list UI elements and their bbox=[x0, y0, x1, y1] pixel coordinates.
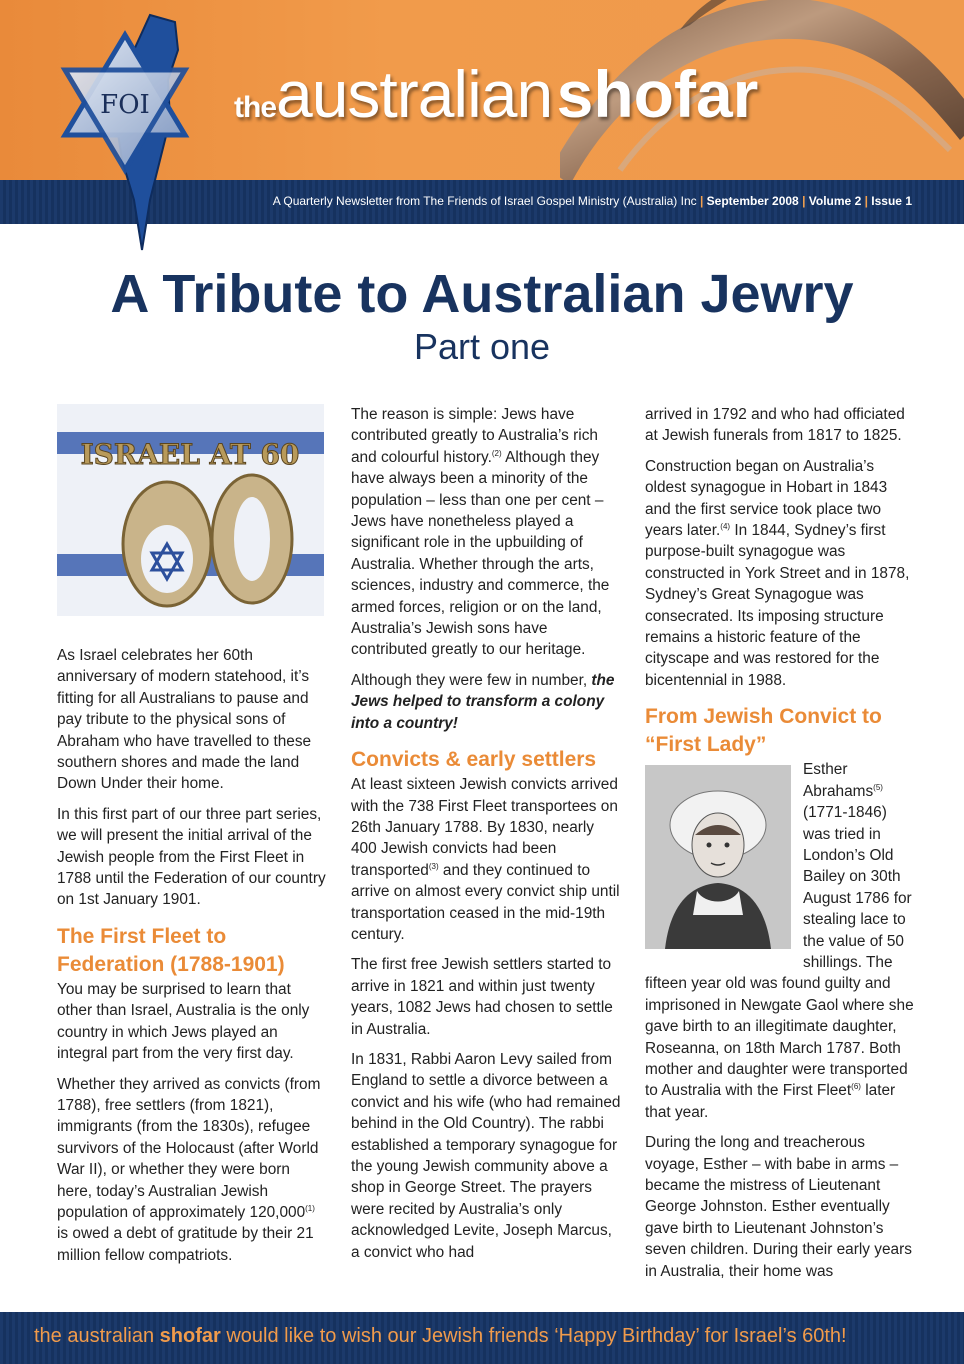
title-australian: australian bbox=[276, 57, 553, 131]
text-run: In 1844, Sydney’s first purpose-built synagogue was constructed in York Street and in 1878, Sydney’s Great Synagogue was consecrated. Its imposing structure remains a historic feature of the cityscape and was restored for the bicentennial in 1988. bbox=[645, 522, 910, 689]
paragraph: In this first part of our three part series, we will present the initial arrival of the Jewish people from the First Fleet in 1788 until the Federation of our country on 1st January 1901. bbox=[57, 805, 326, 909]
text-run: Construction began on Australia’s oldest synagogue in Hobart in 1843 and the first service took place two years later. bbox=[645, 457, 888, 540]
footnote-ref: (3) bbox=[428, 861, 439, 871]
paragraph: In 1831, Rabbi Aaron Levy sailed from England to settle a divorce between a convict and his wife (who had remained behind in the Old Country). The rabbi established a temporary synagogue for the young Jewish community above a shop in George Street. The prayers were recited by Australia’s only acknowledged Levite, Joseph Marcus, a convict who had bbox=[351, 1050, 621, 1261]
israel-at-60-image bbox=[57, 404, 324, 616]
tagline-separator: | bbox=[802, 194, 806, 208]
text-run: Whether they arrived as convicts (from 1788), free settlers (from 1821), immigrants (from the 1830s), refugee survivors of the Holocaust (after World War II), or whether they were born here, today’s Australian Jewish population of approximately 120,000 bbox=[57, 1075, 321, 1221]
section-heading-convicts: Convicts & early settlers bbox=[351, 748, 597, 772]
paragraph bbox=[57, 1074, 327, 1267]
text-run: is owed a debt of gratitude by their 21 million fellow compatriots. bbox=[57, 1225, 314, 1264]
tagline bbox=[273, 194, 912, 208]
footer-text-pre: the australian bbox=[34, 1325, 160, 1347]
text-run: The reason is simple: Jews have contributed greatly to Australia’s rich and colourful history. bbox=[351, 406, 598, 466]
footnote-ref: (2) bbox=[491, 448, 502, 458]
footnote-ref: (1) bbox=[305, 1203, 315, 1213]
text-run: (1771-1846) was tried in London’s Old Bailey on 30th August 1786 for stealing lace to the value of 50 shillings. The fifteen year old was found guilty and imprisoned in Newgate Gaol where she gave birth to an illegitimate daughter, Roseanna, on 18th March 1787. Both mother and daughter were transported to Australia with the First Fleet bbox=[645, 804, 914, 1100]
footnote-ref: (5) bbox=[873, 782, 883, 792]
esther-section bbox=[645, 759, 917, 1123]
article-subtitle: Part one bbox=[413, 326, 551, 367]
text-run: At least sixteen Jewish convicts arrived with the 738 First Fleet transportees on 26th January 1788. By 1830, nearly 400 Jewish convicts had been transported bbox=[351, 776, 618, 879]
section-heading-esther: From Jewish Convict to “First Lady” bbox=[645, 705, 882, 757]
paragraph bbox=[351, 774, 623, 945]
esther-abrahams-portrait bbox=[645, 765, 791, 949]
footer-message bbox=[34, 1325, 847, 1348]
paragraph: As Israel celebrates her 60th anniversary of modern statehood, it’s fitting for all Australians to pause and pay tribute to the physical sons of Abraham who have travelled to these southern shores and made the land Down Under their home. bbox=[57, 647, 312, 793]
masthead-title bbox=[234, 56, 758, 132]
footer-banner bbox=[0, 1312, 964, 1364]
title-the: the bbox=[234, 91, 276, 124]
foi-logo bbox=[50, 10, 200, 260]
text-run: and they continued to arrive on almost every convict ship until transportation ceased in the mid-19th century. bbox=[351, 861, 620, 943]
emphasis-text: the Jews helped to transform a colony into a country! bbox=[351, 671, 615, 732]
text-run: Although they have always been a minority of the population – less than one per cent – Jews have nonetheless played a significant role in the upbuilding of Australia. Whether through the arts, sciences, industry and commerce, the armed forces, religion or on the land, Australia’s Jewish sons have contributed greatly to our heritage. bbox=[351, 448, 610, 659]
footer-text-shofar: shofar bbox=[159, 1325, 221, 1347]
paragraph bbox=[351, 404, 623, 661]
text-run: later that year. bbox=[645, 1082, 896, 1121]
text-run: Esther Abrahams bbox=[803, 761, 874, 800]
article-title: A Tribute to Australian Jewry bbox=[110, 264, 854, 324]
title-shofar: shofar bbox=[556, 57, 759, 131]
article-column-3 bbox=[645, 404, 917, 1291]
footnote-ref: (6) bbox=[851, 1082, 861, 1092]
tagline-text: A Quarterly Newsletter from The Friends of Israel Gospel Ministry (Australia) Inc bbox=[272, 194, 697, 208]
tagline-separator: | bbox=[699, 194, 704, 208]
logo-text: FOI bbox=[100, 90, 150, 120]
tagline-separator: | bbox=[864, 194, 868, 208]
issue-date: September 2008 bbox=[706, 194, 799, 208]
article-column-2 bbox=[351, 404, 623, 1272]
israel-at-60-art-text: ISRAEL AT 60 bbox=[80, 438, 300, 471]
paragraph: arrived in 1792 and who had officiated at Jewish funerals from 1817 to 1825. bbox=[645, 406, 905, 445]
paragraph: During the long and treacherous voyage, Esther – with babe in arms – became the mistress of Lieutenant George Johnston. Esther eventually gave birth to Lieutenant Johnston’s seven children. During their early years in Australia, their home was bbox=[645, 1134, 912, 1280]
paragraph bbox=[351, 670, 623, 734]
article-column-1 bbox=[57, 404, 327, 1275]
text-run: Although they were few in number, bbox=[351, 671, 592, 689]
paragraph bbox=[645, 456, 917, 691]
section-heading-first-fleet: The First Fleet to Federation (1788-1901) bbox=[57, 924, 285, 976]
paragraph: You may be surprised to learn that other than Israel, Australia is the only country in which Jews played an integral part from the very first day. bbox=[57, 980, 310, 1063]
issue-number: Issue 1 bbox=[871, 194, 912, 208]
footnote-ref: (4) bbox=[720, 521, 731, 531]
paragraph: The first free Jewish settlers started to arrive in 1821 and within just twenty years, 1082 Jews had chosen to settle in Australia. bbox=[351, 956, 613, 1038]
issue-volume: Volume 2 bbox=[808, 194, 862, 208]
footer-text-post: would like to wish our Jewish friends ‘Happy Birthday’ for Israel’s 60th! bbox=[220, 1325, 847, 1347]
